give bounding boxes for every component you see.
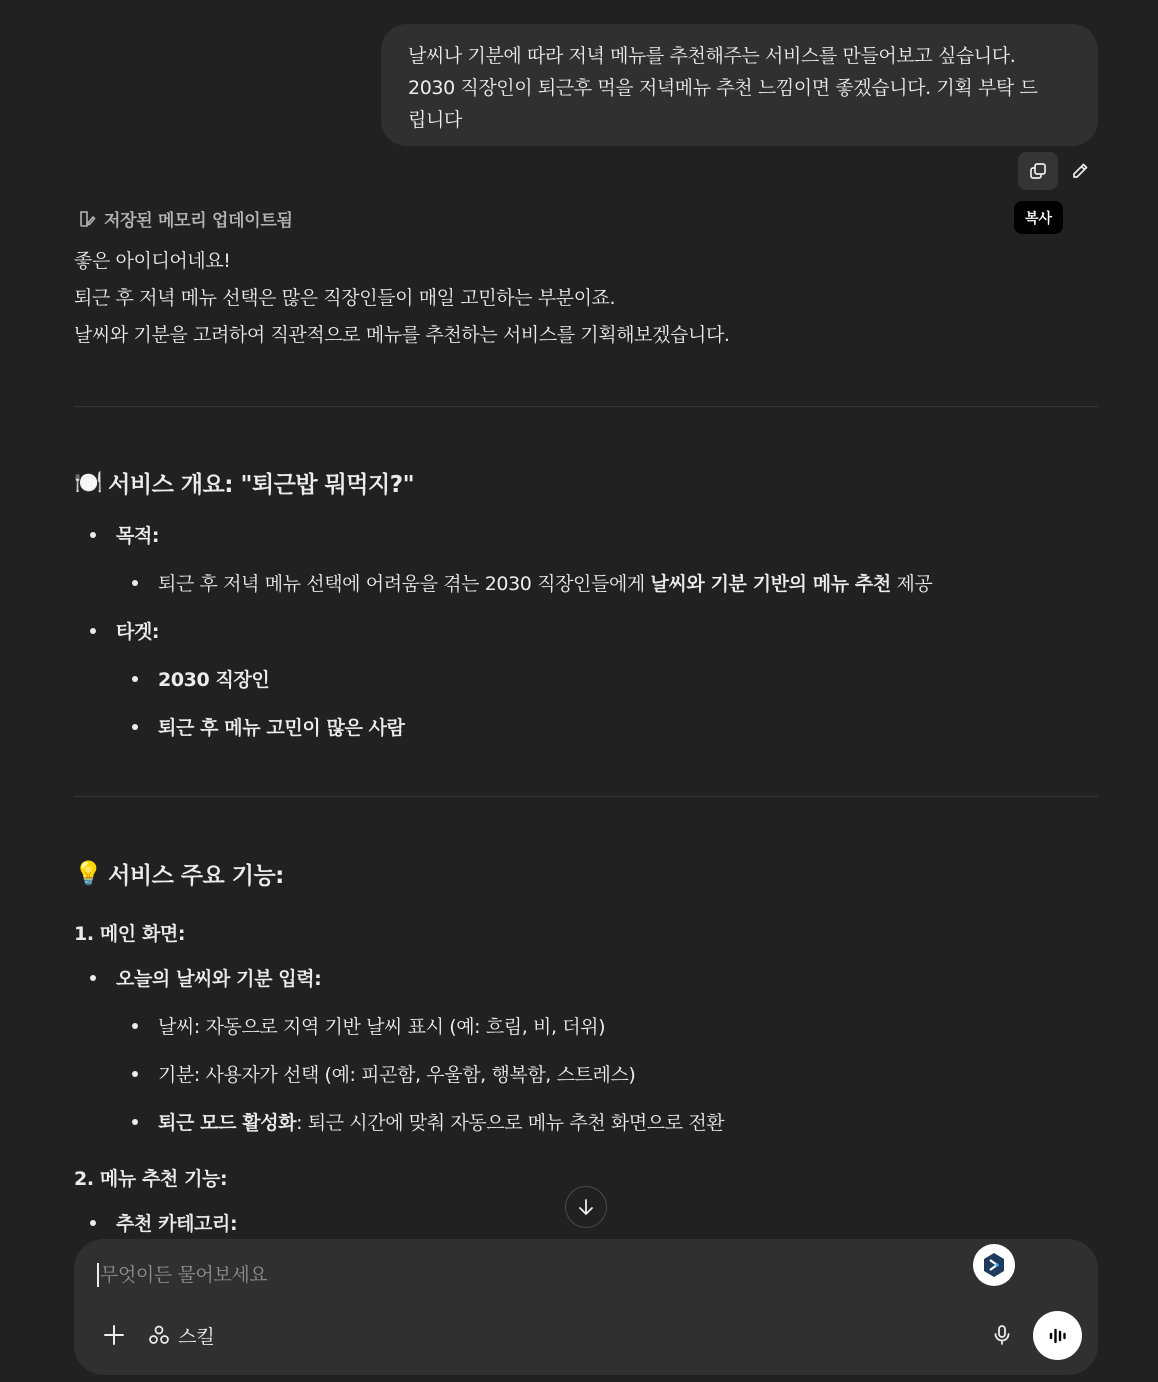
memory-updated-notice[interactable] [78,206,293,231]
list-item [90,964,321,991]
pencil-icon [1070,161,1090,181]
plate-icon: 🍽️ [74,470,103,496]
numbered-heading: 1. 메인 화면: [74,923,186,945]
list-item-text: 2030 직장인 [158,669,270,691]
microphone-icon [991,1324,1013,1346]
add-attachment-button[interactable] [98,1319,130,1351]
user-message-line: 2030 직장인이 퇴근후 먹을 저녁메뉴 추천 느낌이면 좋겠습니다. 기획 부탁 드 [408,77,1038,99]
scroll-to-bottom-button[interactable] [565,1186,607,1228]
intro-line: 좋은 아이디어네요! [74,250,231,272]
copy-button[interactable] [1018,152,1058,190]
voice-mode-button[interactable] [1033,1311,1082,1360]
section-title: 서비스 개요: "퇴근밥 뭐먹지?" [108,472,415,498]
list-item [90,521,159,548]
skills-button[interactable] [148,1319,215,1351]
list-item [132,713,405,740]
list-item-text: 날씨: 자동으로 지역 기반 날씨 표시 (예: 흐림, 비, 더위) [158,1016,606,1038]
arrow-down-icon [576,1197,596,1217]
skills-icon [148,1324,170,1346]
divider [74,796,1098,797]
message-composer [74,1239,1098,1375]
user-message-line: 립니다 [408,109,462,131]
list-item [132,1012,605,1039]
intro-line: 퇴근 후 저녁 메뉴 선택은 많은 직장인들이 매일 고민하는 부분이죠. [74,287,616,309]
list-item-label: 추천 카테고리: [116,1213,238,1235]
dictate-button[interactable] [986,1319,1018,1351]
list-item-text: 기분: 사용자가 선택 (예: 피곤함, 우울함, 행복함, 스트레스) [158,1064,636,1086]
skills-label: 스킬 [178,1325,215,1348]
numbered-heading: 2. 메뉴 추천 기능: [74,1168,228,1190]
section-title: 서비스 주요 기능: [108,863,284,889]
memory-notice-text: 저장된 메모리 업데이트됨 [104,211,293,231]
copy-icon [1028,161,1048,181]
copy-tooltip: 복사 [1014,201,1063,234]
section-heading-overview [74,466,414,499]
list-item-label: 타겟: [116,621,160,643]
list-item-text: 퇴근 후 저녁 메뉴 선택에 어려움을 겪는 2030 직장인들에게 [158,573,651,595]
extension-logo-icon [979,1250,1009,1280]
list-item-emphasis: 퇴근 모드 활성화 [158,1112,297,1134]
list-item [132,1108,724,1135]
list-item-text: 퇴근 후 메뉴 고민이 많은 사람 [158,717,405,739]
list-item [132,1060,635,1087]
section-heading-features [74,857,284,890]
list-item [90,617,159,644]
message-actions [1018,152,1100,190]
intro-line: 날씨와 기분을 고려하여 직관적으로 메뉴를 추천하는 서비스를 기획해보겠습니다. [74,324,730,346]
list-item-emphasis: 날씨와 기분 기반의 메뉴 추천 [650,573,891,595]
list-item-text: : 퇴근 시간에 맞춰 자동으로 메뉴 추천 화면으로 전환 [296,1112,725,1134]
list-item [90,1209,237,1236]
user-message-bubble [381,24,1098,146]
divider [74,406,1098,407]
list-item [132,665,269,692]
plus-icon [102,1323,126,1347]
user-message-line: 날씨나 기분에 따라 저녁 메뉴를 추천해주는 서비스를 만들어보고 싶습니다. [408,45,1016,67]
extension-badge[interactable] [973,1244,1015,1286]
lightbulb-icon: 💡 [74,861,103,887]
list-item-text: 제공 [890,573,933,595]
list-item-label: 오늘의 날씨와 기분 입력: [116,968,322,990]
list-item-label: 목적: [116,525,160,547]
voice-waveform-icon [1046,1324,1070,1348]
memory-edit-icon [78,210,96,228]
list-item [132,569,932,596]
edit-button[interactable] [1060,152,1100,190]
intro-paragraph [74,243,730,354]
prompt-input[interactable]: 무엇이든 물어보세요 [97,1263,267,1287]
